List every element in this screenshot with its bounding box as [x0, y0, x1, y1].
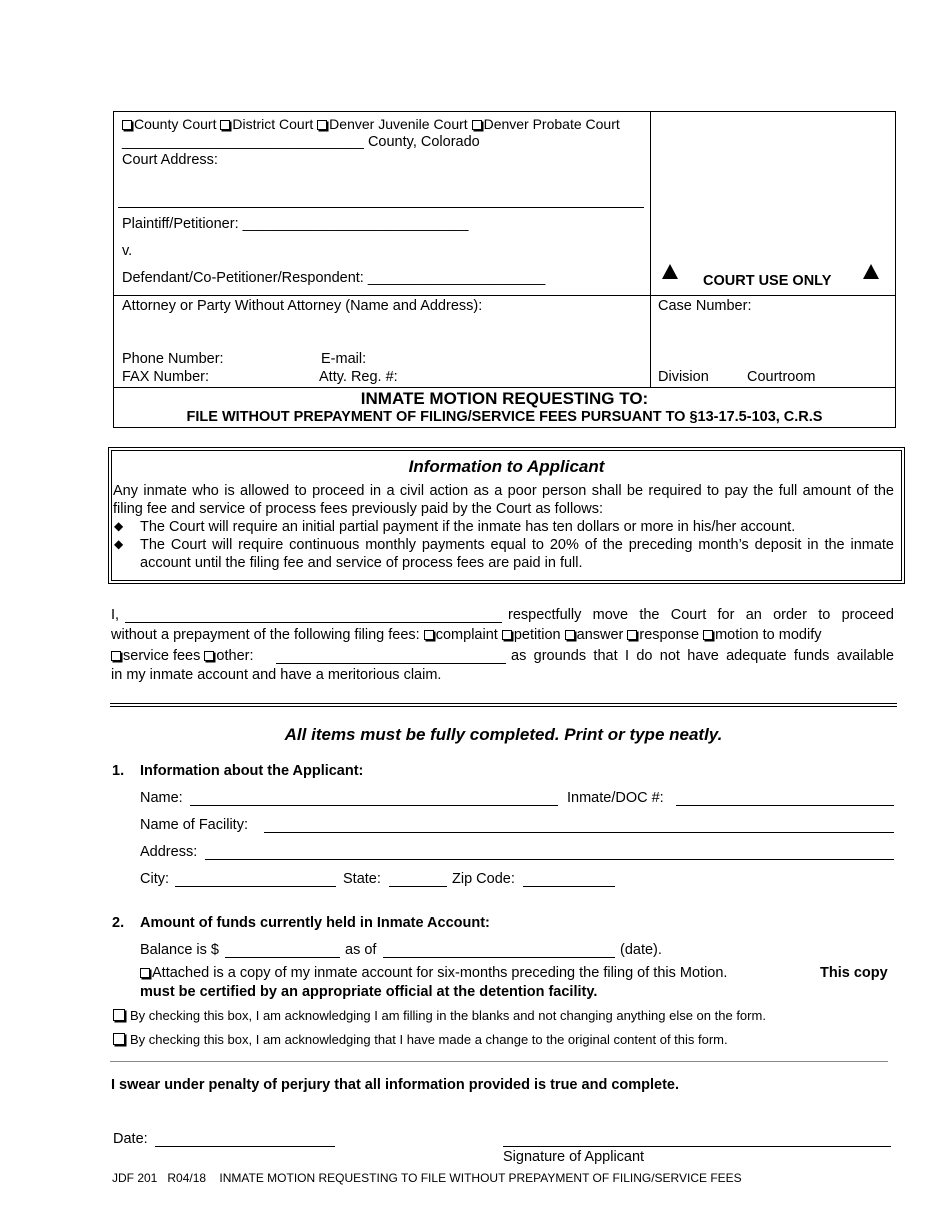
checkbox-denver-juvenile-court[interactable]: [317, 120, 327, 130]
checkbox-answer[interactable]: [565, 630, 575, 640]
swear-statement: I swear under penalty of perjury that all information provided is true and complete.: [111, 1077, 680, 1093]
option-other: other:: [216, 648, 254, 664]
atty-reg-label[interactable]: Atty. Reg. #:: [319, 369, 398, 385]
option-motion-to-modify: motion to modify: [715, 627, 822, 643]
division-label[interactable]: Division: [658, 369, 709, 385]
balance-input[interactable]: [225, 957, 340, 958]
city-label: City:: [140, 871, 169, 887]
court-options: [122, 116, 620, 133]
option-petition: petition: [513, 627, 561, 643]
case-number-label[interactable]: Case Number:: [658, 298, 752, 314]
diamond-bullet-icon: ◆: [114, 537, 124, 551]
zip-input[interactable]: [523, 886, 615, 887]
motion-text-1a: respectfully move the Court for an order to proceed: [508, 607, 894, 623]
caption-divider-vertical: [650, 111, 651, 388]
motion-line-2: [111, 627, 894, 644]
instructions: All items must be fully completed. Print or type neatly.: [284, 725, 723, 744]
section1-number: 1.: [112, 763, 125, 779]
option-answer: answer: [576, 627, 624, 643]
name-label: Name:: [140, 790, 183, 806]
courtroom-label[interactable]: Courtroom: [747, 369, 816, 385]
caption-address-line: [118, 207, 644, 208]
as-of-date-input[interactable]: [383, 957, 615, 958]
address-input[interactable]: [205, 859, 894, 860]
phone-label[interactable]: Phone Number:: [122, 351, 224, 367]
ack-divider: [110, 1061, 888, 1062]
info-bullet-2: The Court will require continuous monthly payments equal to 20% of the preceding month’s deposit in the inmate account until the filing fee and service of process fees are paid in full.: [140, 537, 894, 571]
doc-input[interactable]: [676, 805, 894, 806]
checkbox-denver-probate-court[interactable]: [472, 120, 482, 130]
checkbox-petition[interactable]: [502, 630, 512, 640]
as-of-label: as of: [345, 942, 377, 958]
court-address-label: Court Address:: [122, 152, 218, 168]
zip-label: Zip Code:: [452, 871, 515, 887]
date-input[interactable]: [155, 1146, 335, 1147]
attached-text: Attached is a copy of my inmate account for six-months preceding the filing of this Motion.: [152, 965, 728, 981]
defendant-field[interactable]: Defendant/Co-Petitioner/Respondent: ______________________: [122, 270, 546, 286]
option-service-fees: service fees: [123, 648, 201, 664]
versus-label: v.: [122, 243, 133, 259]
ack-1: [113, 1007, 766, 1024]
section2-heading: Amount of funds currently held in Inmate Account:: [140, 915, 490, 931]
date-label: Date:: [113, 1131, 148, 1147]
motion-text-2a: as grounds that I do not have adequate funds available: [511, 648, 894, 664]
checkbox-other[interactable]: [204, 651, 214, 661]
option-denver-juvenile-court: Denver Juvenile Court: [329, 116, 468, 132]
option-county-court: County Court: [134, 116, 217, 132]
section1-heading: Information about the Applicant:: [140, 763, 364, 779]
signature-label: Signature of Applicant: [503, 1149, 645, 1165]
city-input[interactable]: [175, 886, 336, 887]
fax-label[interactable]: FAX Number:: [122, 369, 210, 385]
option-district-court: District Court: [232, 116, 314, 132]
diamond-bullet-icon: ◆: [114, 519, 124, 533]
address-label: Address:: [140, 844, 198, 860]
checkbox-district-court[interactable]: [220, 120, 230, 130]
attached-bold-1: This copy: [820, 965, 888, 981]
facility-input[interactable]: [264, 832, 894, 833]
signature-input[interactable]: [503, 1146, 891, 1147]
checkbox-ack-2[interactable]: [113, 1033, 125, 1045]
checkbox-service-fees[interactable]: [111, 651, 121, 661]
caption-divider-1: [113, 295, 896, 296]
county-line[interactable]: ______________________________ County, Colorado: [122, 134, 480, 150]
checkbox-ack-1[interactable]: [113, 1009, 125, 1021]
checkbox-motion-to-modify[interactable]: [703, 630, 713, 640]
triangle-up-icon: [662, 264, 678, 279]
double-divider: [110, 703, 897, 707]
motion-text-1b: without a prepayment of the following filing fees:: [111, 627, 424, 643]
checkbox-complaint[interactable]: [424, 630, 434, 640]
checkbox-attached[interactable]: [140, 968, 150, 978]
date-suffix-label: (date).: [620, 942, 662, 958]
doc-label: Inmate/DOC #:: [567, 790, 664, 806]
motion-text-2b: in my inmate account and have a meritorious claim.: [111, 667, 442, 683]
other-blank[interactable]: [276, 663, 506, 664]
attached-bold-2: must be certified by an appropriate official at the detention facility.: [140, 984, 598, 1000]
motion-i-label: I,: [111, 607, 120, 623]
name-input[interactable]: [190, 805, 558, 806]
checkbox-response[interactable]: [627, 630, 637, 640]
balance-label: Balance is $: [140, 942, 219, 958]
ack-2: [113, 1031, 728, 1048]
checkbox-county-court[interactable]: [122, 120, 132, 130]
info-bullet-1: The Court will require an initial partial payment if the inmate has ten dollars or more in his/her account.: [140, 519, 796, 535]
form-title-line2: FILE WITHOUT PREPAYMENT OF FILING/SERVICE FEES PURSUANT TO §13-17.5-103, C.R.S: [186, 409, 823, 425]
state-label: State:: [343, 871, 381, 887]
info-heading: Information to Applicant: [408, 457, 605, 476]
applicant-name-blank[interactable]: [125, 622, 502, 623]
plaintiff-field[interactable]: Plaintiff/Petitioner: ____________________________: [122, 216, 469, 232]
court-use-only: COURT USE ONLY: [703, 273, 832, 289]
option-denver-probate-court: Denver Probate Court: [483, 116, 620, 132]
option-complaint: complaint: [435, 627, 498, 643]
ack-2-text: By checking this box, I am acknowledging that I have made a change to the original content of this form.: [130, 1032, 728, 1047]
info-intro: Any inmate who is allowed to proceed in a civil action as a poor person shall be required to pay the full amount of the filing fee and service of process fees previously paid by the Court as follows:: [113, 483, 894, 517]
form-footer: JDF 201 R04/18 INMATE MOTION REQUESTING TO FILE WITHOUT PREPAYMENT OF FILING/SERVICE FEES: [112, 1171, 742, 1185]
form-title-line1: INMATE MOTION REQUESTING TO:: [360, 389, 649, 408]
email-label[interactable]: E-mail:: [321, 351, 367, 367]
option-response: response: [639, 627, 700, 643]
attorney-label: Attorney or Party Without Attorney (Name and Address):: [122, 298, 483, 314]
triangle-up-icon: [863, 264, 879, 279]
state-input[interactable]: [389, 886, 447, 887]
attached-line: [140, 965, 727, 982]
caption-divider-2: [113, 387, 896, 388]
facility-label: Name of Facility:: [140, 817, 248, 833]
motion-line-3: [111, 648, 254, 665]
section2-number: 2.: [112, 915, 125, 931]
ack-1-text: By checking this box, I am acknowledging I am filling in the blanks and not changing anything else on the form.: [130, 1008, 766, 1023]
